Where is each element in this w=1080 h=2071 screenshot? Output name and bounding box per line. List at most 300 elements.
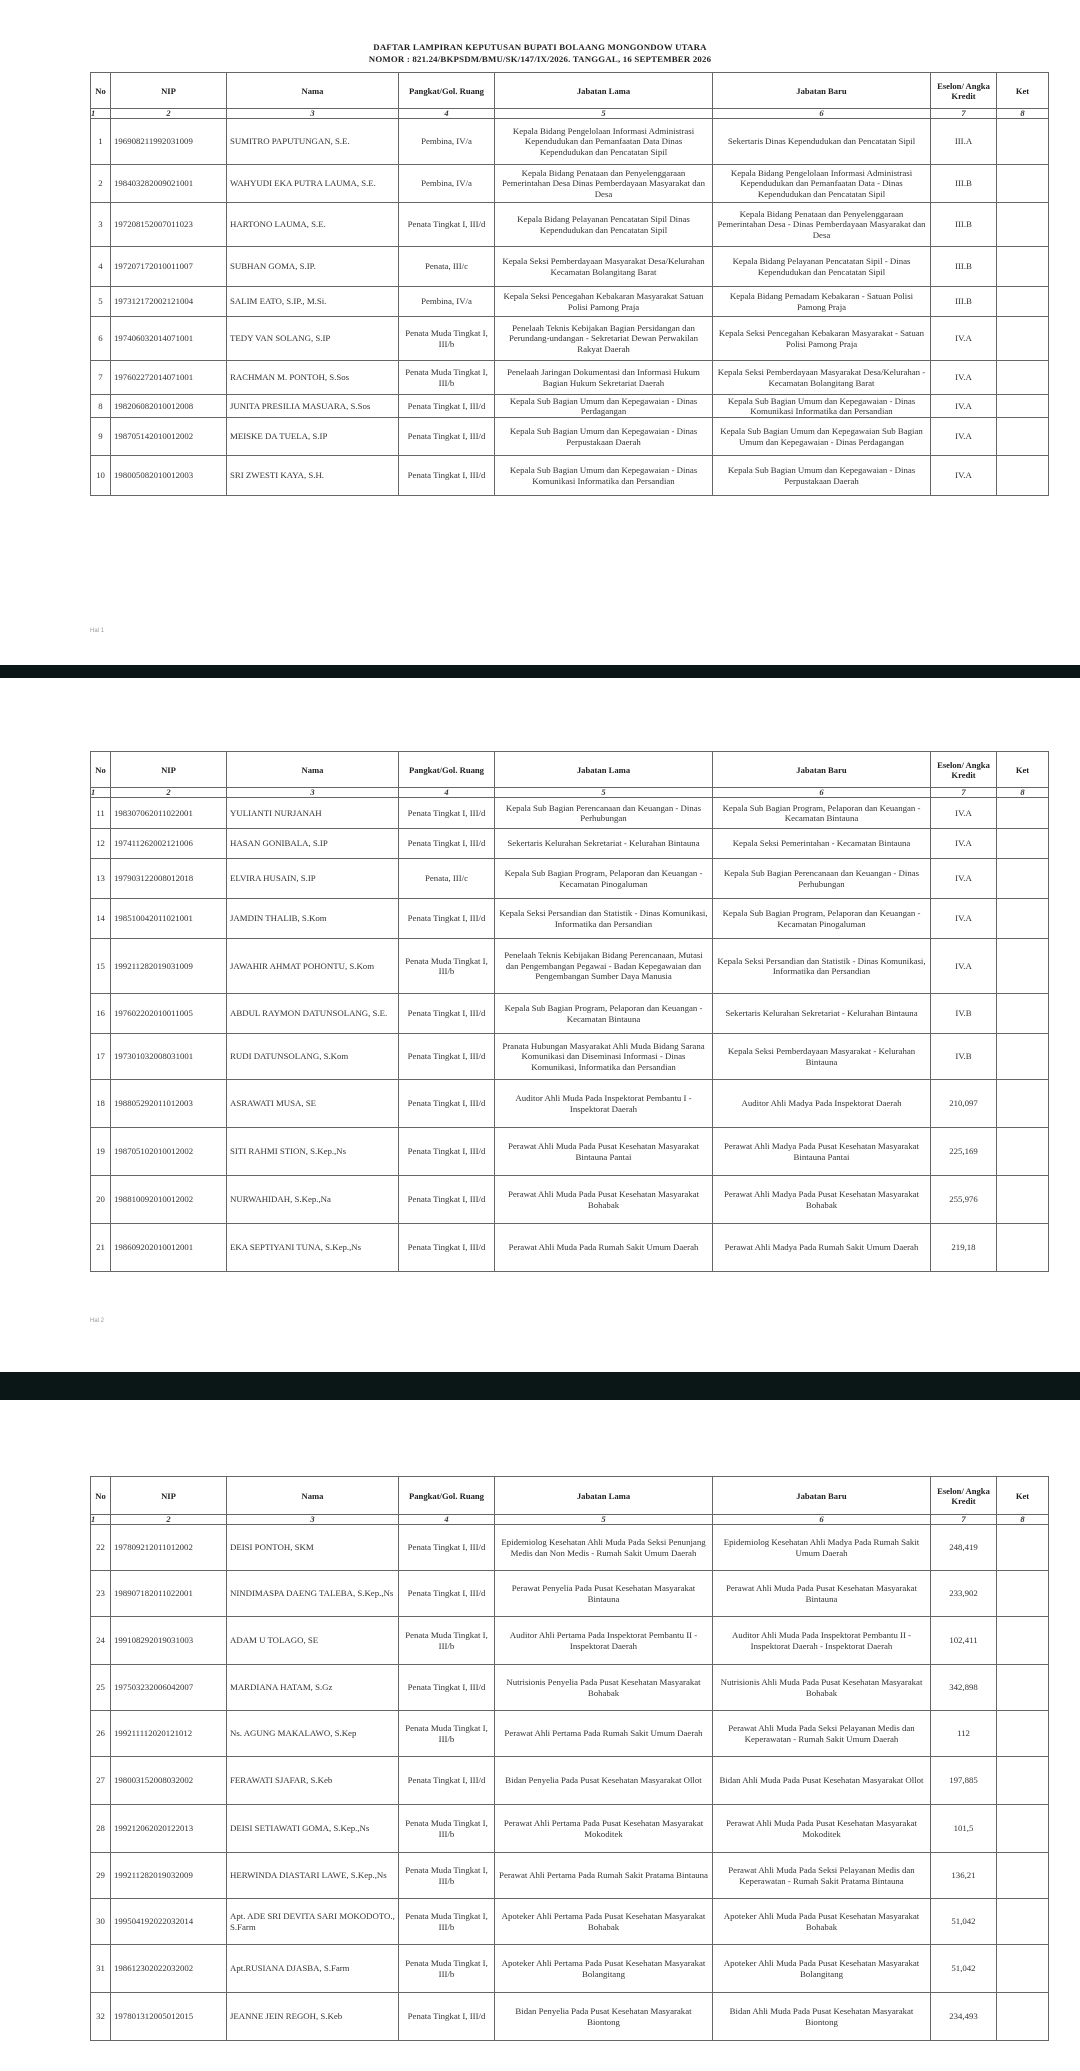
table-row: [91, 1128, 1049, 1176]
column-header-no: No: [91, 73, 111, 109]
column-number: 7: [931, 109, 997, 119]
column-number: 8: [997, 1515, 1049, 1525]
table-row: [91, 203, 1049, 247]
table-row: [91, 1034, 1049, 1080]
no-cell: 3: [91, 203, 111, 247]
pangkat-cell: Penata Muda Tingkat I, III/b: [399, 1805, 495, 1853]
jabatan-lama-cell: Kepala Seksi Persandian dan Statistik - Dinas Komunikasi, Informatika dan Persandian: [495, 899, 713, 939]
ket-cell: [997, 859, 1049, 899]
nama-cell: SUMITRO PAPUTUNGAN, S.E.: [227, 119, 399, 165]
column-number: 6: [713, 788, 931, 798]
jabatan-lama-cell: Penelaah Jaringan Dokumentasi dan Informasi Hukum Bagian Hukum Sekretariat Daerah: [495, 361, 713, 395]
jabatan-baru-cell: Epidemiolog Kesehatan Ahli Madya Pada Rumah Sakit Umum Daerah: [713, 1525, 931, 1571]
jabatan-lama-cell: Pranata Hubungan Masyarakat Ahli Muda Bidang Sarana Komunikasi dan Diseminasi Informasi - Dinas Komunikasi, Informatika dan Persandian: [495, 1034, 713, 1080]
nama-cell: SITI RAHMI STION, S.Kep.,Ns: [227, 1128, 399, 1176]
pangkat-cell: Penata Muda Tingkat I, III/b: [399, 939, 495, 994]
column-number: 8: [997, 788, 1049, 798]
ket-cell: [997, 247, 1049, 287]
no-cell: 18: [91, 1080, 111, 1128]
pangkat-cell: Penata Tingkat I, III/d: [399, 418, 495, 456]
ket-cell: [997, 456, 1049, 496]
jabatan-baru-cell: Perawat Ahli Madya Pada Pusat Kesehatan Masyarakat Bintauna Pantai: [713, 1128, 931, 1176]
column-header-eselon: Eselon/ Angka Kredit: [931, 1477, 997, 1515]
column-header-jabatan-baru: Jabatan Baru: [713, 73, 931, 109]
column-number: 8: [997, 109, 1049, 119]
column-header-eselon: Eselon/ Angka Kredit: [931, 73, 997, 109]
eselon-cell: IV.A: [931, 418, 997, 456]
pangkat-cell: Penata Tingkat I, III/d: [399, 1034, 495, 1080]
jabatan-lama-cell: Perawat Ahli Muda Pada Rumah Sakit Umum Daerah: [495, 1224, 713, 1272]
document-page-1: [0, 0, 1080, 665]
table-row: [91, 395, 1049, 418]
no-cell: 26: [91, 1711, 111, 1757]
eselon-cell: IV.A: [931, 939, 997, 994]
nip-cell: 197503232006042007: [111, 1665, 227, 1711]
jabatan-baru-cell: Nutrisionis Ahli Muda Pada Pusat Kesehatan Masyarakat Bohabak: [713, 1665, 931, 1711]
column-header-nip: NIP: [111, 752, 227, 788]
nip-cell: 198805292011012003: [111, 1080, 227, 1128]
pangkat-cell: Penata Tingkat I, III/d: [399, 1080, 495, 1128]
eselon-cell: 255,976: [931, 1176, 997, 1224]
nama-cell: HASAN GONIBALA, S.IP: [227, 829, 399, 859]
nama-cell: ADAM U TOLAGO, SE: [227, 1617, 399, 1665]
jabatan-baru-cell: Perawat Ahli Muda Pada Pusat Kesehatan Masyarakat Bintauna: [713, 1571, 931, 1617]
no-cell: 27: [91, 1757, 111, 1805]
no-cell: 6: [91, 317, 111, 361]
eselon-cell: IV.A: [931, 829, 997, 859]
nama-cell: MEISKE DA TUELA, S.IP: [227, 418, 399, 456]
nip-cell: 198907182011022001: [111, 1571, 227, 1617]
ket-cell: [997, 994, 1049, 1034]
table-row: [91, 829, 1049, 859]
pangkat-cell: Penata Tingkat I, III/d: [399, 994, 495, 1034]
ket-cell: [997, 287, 1049, 317]
nip-cell: 197602202010011005: [111, 994, 227, 1034]
pangkat-cell: Penata Tingkat I, III/d: [399, 1571, 495, 1617]
table-header-row: [91, 752, 1049, 788]
nip-cell: 199212062020122013: [111, 1805, 227, 1853]
nip-cell: 198612302022032002: [111, 1945, 227, 1993]
eselon-cell: IV.A: [931, 395, 997, 418]
nama-cell: HERWINDA DIASTARI LAWE, S.Kep.,Ns: [227, 1853, 399, 1899]
eselon-cell: 248,419: [931, 1525, 997, 1571]
nama-cell: YULIANTI NURJANAH: [227, 798, 399, 829]
pangkat-cell: Penata, III/c: [399, 859, 495, 899]
column-number-row: [91, 1515, 1049, 1525]
jabatan-baru-cell: Auditor Ahli Muda Pada Inspektorat Pembantu II - Inspektorat Daerah - Inspektorat Daerah: [713, 1617, 931, 1665]
pangkat-cell: Penata Muda Tingkat I, III/b: [399, 1945, 495, 1993]
nama-cell: Apt. ADE SRI DEVITA SARI MOKODOTO., S.Farm: [227, 1899, 399, 1945]
pangkat-cell: Penata Tingkat I, III/d: [399, 203, 495, 247]
column-number: 4: [399, 109, 495, 119]
table-row: [91, 1525, 1049, 1571]
nip-cell: 197602272014071001: [111, 361, 227, 395]
ket-cell: [997, 829, 1049, 859]
no-cell: 2: [91, 165, 111, 203]
nip-cell: 197312172002121004: [111, 287, 227, 317]
column-header-ket: Ket: [997, 752, 1049, 788]
jabatan-baru-cell: Bidan Ahli Muda Pada Pusat Kesehatan Masyarakat Biontong: [713, 1993, 931, 2041]
eselon-cell: 112: [931, 1711, 997, 1757]
column-number-row: [91, 788, 1049, 798]
no-cell: 8: [91, 395, 111, 418]
column-header-jabatan-baru: Jabatan Baru: [713, 1477, 931, 1515]
jabatan-baru-cell: Kepala Sub Bagian Program, Pelaporan dan Keuangan - Kecamatan Pinogaluman: [713, 899, 931, 939]
column-number: 5: [495, 109, 713, 119]
ket-cell: [997, 119, 1049, 165]
pangkat-cell: Pembina, IV/a: [399, 287, 495, 317]
jabatan-baru-cell: Kepala Sub Bagian Perencanaan dan Keuangan - Dinas Perhubungan: [713, 859, 931, 899]
jabatan-lama-cell: Penelaah Teknis Kebijakan Bagian Persidangan dan Perundang-undangan - Sekretariat Dewan Perwakilan Rakyat Daerah: [495, 317, 713, 361]
ket-cell: [997, 1176, 1049, 1224]
pangkat-cell: Penata Muda Tingkat I, III/b: [399, 361, 495, 395]
nama-cell: MARDIANA HATAM, S.Gz: [227, 1665, 399, 1711]
eselon-cell: 197,885: [931, 1757, 997, 1805]
table-row: [91, 165, 1049, 203]
pangkat-cell: Penata Tingkat I, III/d: [399, 798, 495, 829]
table-row: [91, 317, 1049, 361]
jabatan-baru-cell: Perawat Ahli Madya Pada Rumah Sakit Umum Daerah: [713, 1224, 931, 1272]
eselon-cell: III.B: [931, 287, 997, 317]
appendix-table: [90, 1476, 1049, 2041]
eselon-cell: 225,169: [931, 1128, 997, 1176]
jabatan-lama-cell: Kepala Sub Bagian Umum dan Kepegawaian - Dinas Perdagangan: [495, 395, 713, 418]
jabatan-baru-cell: Kepala Sub Bagian Umum dan Kepegawaian Sub Bagian Umum dan Kepegawaian - Dinas Perdagangan: [713, 418, 931, 456]
document-page-2: [0, 678, 1080, 1372]
ket-cell: [997, 1128, 1049, 1176]
nip-cell: 197208152007011023: [111, 203, 227, 247]
jabatan-lama-cell: Penelaah Teknis Kebijakan Bidang Perencanaan, Mutasi dan Pengembangan Pegawai - Badan Kepegawaian dan Pengembangan Sumber Daya Manusia: [495, 939, 713, 994]
jabatan-lama-cell: Perawat Ahli Pertama Pada Pusat Kesehatan Masyarakat Mokoditek: [495, 1805, 713, 1853]
nama-cell: JAWAHIR AHMAT POHONTU, S.Kom: [227, 939, 399, 994]
ket-cell: [997, 317, 1049, 361]
eselon-cell: IV.B: [931, 1034, 997, 1080]
column-number: 5: [495, 788, 713, 798]
table-row: [91, 1176, 1049, 1224]
nip-cell: 198003152008032002: [111, 1757, 227, 1805]
no-cell: 10: [91, 456, 111, 496]
no-cell: 15: [91, 939, 111, 994]
no-cell: 32: [91, 1993, 111, 2041]
eselon-cell: 210,097: [931, 1080, 997, 1128]
eselon-cell: 233,902: [931, 1571, 997, 1617]
nip-cell: 198705142010012002: [111, 418, 227, 456]
nama-cell: ASRAWATI MUSA, SE: [227, 1080, 399, 1128]
nama-cell: DEISI PONTOH, SKM: [227, 1525, 399, 1571]
document-page-3: [0, 1400, 1080, 2071]
nama-cell: TEDY VAN SOLANG, S.IP: [227, 317, 399, 361]
nip-cell: 197411262002121006: [111, 829, 227, 859]
nama-cell: ELVIRA HUSAIN, S.IP: [227, 859, 399, 899]
nip-cell: 197809212011012002: [111, 1525, 227, 1571]
column-number: 4: [399, 1515, 495, 1525]
no-cell: 12: [91, 829, 111, 859]
jabatan-baru-cell: Perawat Ahli Muda Pada Pusat Kesehatan Masyarakat Mokoditek: [713, 1805, 931, 1853]
nip-cell: 198609202010012001: [111, 1224, 227, 1272]
nama-cell: SRI ZWESTI KAYA, S.H.: [227, 456, 399, 496]
table-row: [91, 1711, 1049, 1757]
nama-cell: JEANNE JEIN REGOH, S.Keb: [227, 1993, 399, 2041]
eselon-cell: 102,411: [931, 1617, 997, 1665]
ket-cell: [997, 939, 1049, 994]
ket-cell: [997, 1945, 1049, 1993]
no-cell: 11: [91, 798, 111, 829]
eselon-cell: 51,042: [931, 1899, 997, 1945]
nama-cell: JUNITA PRESILIA MASUARA, S.Sos: [227, 395, 399, 418]
jabatan-lama-cell: Auditor Ahli Muda Pada Inspektorat Pembantu I - Inspektorat Daerah: [495, 1080, 713, 1128]
pangkat-cell: Penata Tingkat I, III/d: [399, 395, 495, 418]
jabatan-lama-cell: Kepala Sub Bagian Umum dan Kepegawaian - Dinas Komunikasi Informatika dan Persandian: [495, 456, 713, 496]
ket-cell: [997, 1711, 1049, 1757]
column-header-nama: Nama: [227, 752, 399, 788]
nip-cell: 198403282009021001: [111, 165, 227, 203]
no-cell: 22: [91, 1525, 111, 1571]
eselon-cell: IV.A: [931, 899, 997, 939]
ket-cell: [997, 798, 1049, 829]
ket-cell: [997, 1034, 1049, 1080]
table-row: [91, 1945, 1049, 1993]
jabatan-lama-cell: Kepala Bidang Penataan dan Penyelenggaraan Pemerintahan Desa Dinas Pemberdayaan Masyarakat dan Desa: [495, 165, 713, 203]
jabatan-lama-cell: Kepala Sub Bagian Perencanaan dan Keuangan - Dinas Perhubungan: [495, 798, 713, 829]
jabatan-baru-cell: Perawat Ahli Madya Pada Pusat Kesehatan Masyarakat Bohabak: [713, 1176, 931, 1224]
eselon-cell: IV.A: [931, 317, 997, 361]
eselon-cell: III.B: [931, 203, 997, 247]
column-number: 3: [227, 1515, 399, 1525]
pangkat-cell: Penata Tingkat I, III/d: [399, 1176, 495, 1224]
jabatan-baru-cell: Kepala Seksi Pencegahan Kebakaran Masyarakat - Satuan Polisi Pamong Praja: [713, 317, 931, 361]
ket-cell: [997, 1665, 1049, 1711]
eselon-cell: IV.B: [931, 994, 997, 1034]
column-number: 6: [713, 1515, 931, 1525]
nip-cell: 198005082010012003: [111, 456, 227, 496]
ket-cell: [997, 361, 1049, 395]
pangkat-cell: Penata Muda Tingkat I, III/b: [399, 1899, 495, 1945]
column-number: 7: [931, 788, 997, 798]
jabatan-lama-cell: Kepala Sub Bagian Umum dan Kepegawaian - Dinas Perpustakaan Daerah: [495, 418, 713, 456]
eselon-cell: 51,042: [931, 1945, 997, 1993]
nip-cell: 198510042011021001: [111, 899, 227, 939]
jabatan-baru-cell: Apoteker Ahli Muda Pada Pusat Kesehatan Masyarakat Bohabak: [713, 1899, 931, 1945]
pangkat-cell: Penata Tingkat I, III/d: [399, 1993, 495, 2041]
ket-cell: [997, 203, 1049, 247]
eselon-cell: III.B: [931, 247, 997, 287]
pangkat-cell: Penata Muda Tingkat I, III/b: [399, 317, 495, 361]
eselon-cell: IV.A: [931, 859, 997, 899]
ket-cell: [997, 1993, 1049, 2041]
nama-cell: DEISI SETIAWATI GOMA, S.Kep.,Ns: [227, 1805, 399, 1853]
pangkat-cell: Penata, III/c: [399, 247, 495, 287]
table-row: [91, 361, 1049, 395]
nip-cell: 198307062011022001: [111, 798, 227, 829]
no-cell: 23: [91, 1571, 111, 1617]
eselon-cell: 101,5: [931, 1805, 997, 1853]
nama-cell: NURWAHIDAH, S.Kep.,Na: [227, 1176, 399, 1224]
ket-cell: [997, 165, 1049, 203]
nama-cell: HARTONO LAUMA, S.E.: [227, 203, 399, 247]
nip-cell: 199211282019031009: [111, 939, 227, 994]
nama-cell: NINDIMASPA DAENG TALEBA, S.Kep.,Ns: [227, 1571, 399, 1617]
jabatan-baru-cell: Sekertaris Dinas Kependudukan dan Pencatatan Sipil: [713, 119, 931, 165]
nama-cell: SALIM EATO, S.IP., M.Si.: [227, 287, 399, 317]
jabatan-lama-cell: Epidemiolog Kesehatan Ahli Muda Pada Seksi Penunjang Medis dan Non Medis - Rumah Sakit Umum Daerah: [495, 1525, 713, 1571]
eselon-cell: IV.A: [931, 798, 997, 829]
table-row: [91, 418, 1049, 456]
column-number: 7: [931, 1515, 997, 1525]
jabatan-lama-cell: Perawat Ahli Muda Pada Pusat Kesehatan Masyarakat Bintauna Pantai: [495, 1128, 713, 1176]
jabatan-baru-cell: Kepala Bidang Pengelolaan Informasi Administrasi Kependudukan dan Pemanfaatan Data - Dinas Kependudukan dan Pencatatan Sipil: [713, 165, 931, 203]
ket-cell: [997, 1899, 1049, 1945]
document-title: DAFTAR LAMPIRAN KEPUTUSAN BUPATI BOLAANG MONGONDOW UTARA: [373, 42, 707, 52]
jabatan-baru-cell: Perawat Ahli Muda Pada Seksi Pelayanan Medis dan Keperawatan - Rumah Sakit Pratama Bintauna: [713, 1853, 931, 1899]
column-number: 4: [399, 788, 495, 798]
column-number: 1: [91, 109, 111, 119]
jabatan-baru-cell: Kepala Sub Bagian Program, Pelaporan dan Keuangan - Kecamatan Bintauna: [713, 798, 931, 829]
column-number: 6: [713, 109, 931, 119]
jabatan-lama-cell: Perawat Penyelia Pada Pusat Kesehatan Masyarakat Bintauna: [495, 1571, 713, 1617]
no-cell: 29: [91, 1853, 111, 1899]
ket-cell: [997, 1080, 1049, 1128]
jabatan-baru-cell: Kepala Sub Bagian Umum dan Kepegawaian - Dinas Komunikasi Informatika dan Persandian: [713, 395, 931, 418]
nama-cell: ABDUL RAYMON DATUNSOLANG, S.E.: [227, 994, 399, 1034]
table-row: [91, 859, 1049, 899]
column-header-pangkat: Pangkat/Gol. Ruang: [399, 1477, 495, 1515]
jabatan-baru-cell: Kepala Seksi Pemberdayaan Masyarakat Desa/Kelurahan - Kecamatan Bolangitang Barat: [713, 361, 931, 395]
column-number: 2: [111, 788, 227, 798]
eselon-cell: 234,493: [931, 1993, 997, 2041]
eselon-cell: III.B: [931, 165, 997, 203]
ket-cell: [997, 1224, 1049, 1272]
column-header-pangkat: Pangkat/Gol. Ruang: [399, 752, 495, 788]
ket-cell: [997, 1757, 1049, 1805]
nip-cell: 197207172010011007: [111, 247, 227, 287]
column-header-jabatan-lama: Jabatan Lama: [495, 1477, 713, 1515]
nip-cell: 199211112020121012: [111, 1711, 227, 1757]
jabatan-baru-cell: Kepala Bidang Penataan dan Penyelenggaraan Pemerintahan Desa - Dinas Pemberdayaan Masyarakat dan Desa: [713, 203, 931, 247]
column-number: 3: [227, 788, 399, 798]
no-cell: 14: [91, 899, 111, 939]
no-cell: 13: [91, 859, 111, 899]
pangkat-cell: Penata Tingkat I, III/d: [399, 456, 495, 496]
nip-cell: 198206082010012008: [111, 395, 227, 418]
ket-cell: [997, 1525, 1049, 1571]
table-row: [91, 1224, 1049, 1272]
no-cell: 9: [91, 418, 111, 456]
no-cell: 31: [91, 1945, 111, 1993]
column-number: 3: [227, 109, 399, 119]
column-number: 1: [91, 788, 111, 798]
column-header-nip: NIP: [111, 1477, 227, 1515]
eselon-cell: 136,21: [931, 1853, 997, 1899]
jabatan-lama-cell: Apoteker Ahli Pertama Pada Pusat Kesehatan Masyarakat Bolangitang: [495, 1945, 713, 1993]
jabatan-baru-cell: Bidan Ahli Muda Pada Pusat Kesehatan Masyarakat Ollot: [713, 1757, 931, 1805]
column-header-jabatan-lama: Jabatan Lama: [495, 752, 713, 788]
jabatan-baru-cell: Kepala Bidang Pemadam Kebakaran - Satuan Polisi Pamong Praja: [713, 287, 931, 317]
nip-cell: 199211282019032009: [111, 1853, 227, 1899]
jabatan-lama-cell: Auditor Ahli Pertama Pada Inspektorat Pembantu II - Inspektorat Daerah: [495, 1617, 713, 1665]
table-row: [91, 994, 1049, 1034]
ket-cell: [997, 1571, 1049, 1617]
column-number: 1: [91, 1515, 111, 1525]
jabatan-lama-cell: Kepala Seksi Pemberdayaan Masyarakat Desa/Kelurahan Kecamatan Bolangitang Barat: [495, 247, 713, 287]
jabatan-lama-cell: Sekertaris Kelurahan Sekretariat - Kelurahan Bintauna: [495, 829, 713, 859]
table-row: [91, 899, 1049, 939]
table-row: [91, 247, 1049, 287]
jabatan-lama-cell: Perawat Ahli Muda Pada Pusat Kesehatan Masyarakat Bohabak: [495, 1176, 713, 1224]
pangkat-cell: Penata Tingkat I, III/d: [399, 899, 495, 939]
nama-cell: WAHYUDI EKA PUTRA LAUMA, S.E.: [227, 165, 399, 203]
no-cell: 25: [91, 1665, 111, 1711]
column-header-jabatan-lama: Jabatan Lama: [495, 73, 713, 109]
no-cell: 20: [91, 1176, 111, 1224]
nip-cell: 197903122008012018: [111, 859, 227, 899]
eselon-cell: IV.A: [931, 456, 997, 496]
column-header-nama: Nama: [227, 73, 399, 109]
table-row: [91, 1617, 1049, 1665]
column-header-no: No: [91, 1477, 111, 1515]
jabatan-baru-cell: Apoteker Ahli Muda Pada Pusat Kesehatan Masyarakat Bolangitang: [713, 1945, 931, 1993]
nama-cell: RACHMAN M. PONTOH, S.Sos: [227, 361, 399, 395]
table-row: [91, 1757, 1049, 1805]
ket-cell: [997, 1617, 1049, 1665]
pangkat-cell: Penata Tingkat I, III/d: [399, 1525, 495, 1571]
ket-cell: [997, 418, 1049, 456]
pangkat-cell: Pembina, IV/a: [399, 119, 495, 165]
column-header-no: No: [91, 752, 111, 788]
column-header-eselon: Eselon/ Angka Kredit: [931, 752, 997, 788]
pangkat-cell: Penata Muda Tingkat I, III/b: [399, 1711, 495, 1757]
table-row: [91, 1665, 1049, 1711]
ket-cell: [997, 395, 1049, 418]
no-cell: 19: [91, 1128, 111, 1176]
jabatan-lama-cell: Bidan Penyelia Pada Pusat Kesehatan Masyarakat Ollot: [495, 1757, 713, 1805]
nip-cell: 198810092010012002: [111, 1176, 227, 1224]
jabatan-baru-cell: Perawat Ahli Muda Pada Seksi Pelayanan Medis dan Keperawatan - Rumah Sakit Umum Daerah: [713, 1711, 931, 1757]
table-row: [91, 1899, 1049, 1945]
nip-cell: 197301032008031001: [111, 1034, 227, 1080]
nama-cell: FERAWATI SJAFAR, S.Keb: [227, 1757, 399, 1805]
no-cell: 21: [91, 1224, 111, 1272]
pangkat-cell: Penata Tingkat I, III/d: [399, 1128, 495, 1176]
no-cell: 7: [91, 361, 111, 395]
eselon-cell: IV.A: [931, 361, 997, 395]
column-number-row: [91, 109, 1049, 119]
table-row: [91, 1853, 1049, 1899]
nip-cell: 199108292019031003: [111, 1617, 227, 1665]
nama-cell: JAMDIN THALIB, S.Kom: [227, 899, 399, 939]
no-cell: 5: [91, 287, 111, 317]
pangkat-cell: Penata Muda Tingkat I, III/b: [399, 1617, 495, 1665]
table-row: [91, 1080, 1049, 1128]
jabatan-lama-cell: Kepala Sub Bagian Program, Pelaporan dan Keuangan - Kecamatan Pinogaluman: [495, 859, 713, 899]
column-header-nip: NIP: [111, 73, 227, 109]
column-header-nama: Nama: [227, 1477, 399, 1515]
jabatan-lama-cell: Kepala Bidang Pelayanan Pencatatan Sipil Dinas Kependudukan dan Pencatatan Sipil: [495, 203, 713, 247]
jabatan-baru-cell: Kepala Seksi Persandian dan Statistik - Dinas Komunikasi, Informatika dan Persandian: [713, 939, 931, 994]
table-row: [91, 287, 1049, 317]
no-cell: 1: [91, 119, 111, 165]
no-cell: 17: [91, 1034, 111, 1080]
ket-cell: [997, 899, 1049, 939]
nama-cell: EKA SEPTIYANI TUNA, S.Kep.,Ns: [227, 1224, 399, 1272]
table-row: [91, 798, 1049, 829]
table-header-row: [91, 1477, 1049, 1515]
no-cell: 28: [91, 1805, 111, 1853]
table-row: [91, 456, 1049, 496]
table-row: [91, 1571, 1049, 1617]
column-header-ket: Ket: [997, 73, 1049, 109]
table-row: [91, 1993, 1049, 2041]
jabatan-lama-cell: Perawat Ahli Pertama Pada Rumah Sakit Pratama Bintauna: [495, 1853, 713, 1899]
